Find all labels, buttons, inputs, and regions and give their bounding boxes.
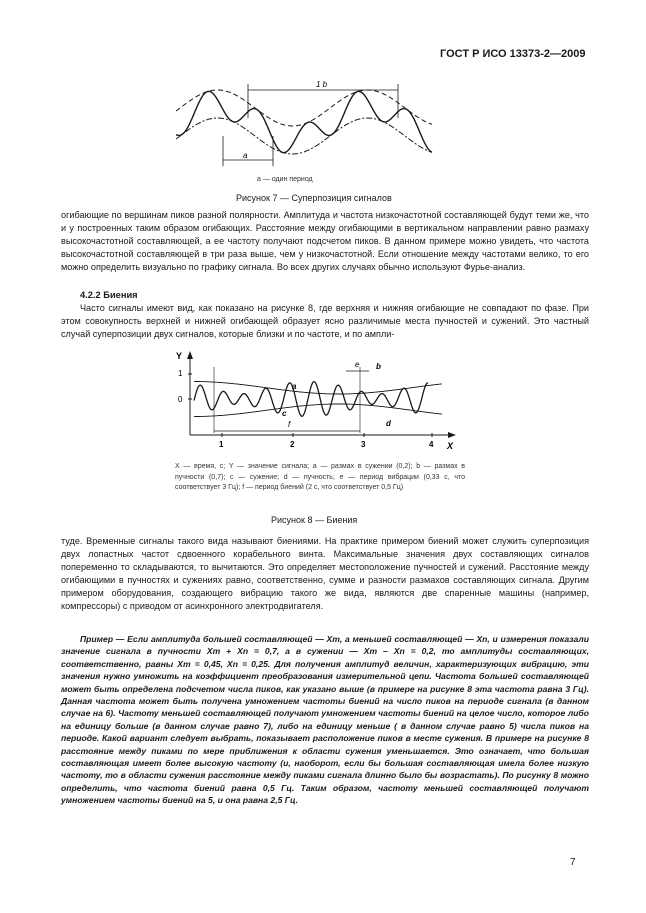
lower-envelope-curve <box>176 118 432 154</box>
combined-signal-curve <box>176 91 432 152</box>
figure-7-note: a — один период <box>257 176 313 183</box>
figure-8-beats-plot <box>170 347 460 459</box>
label-e: e <box>355 360 360 369</box>
label-b: 1 b <box>316 80 328 89</box>
label-c: c <box>282 409 287 418</box>
y-tick-1: 1 <box>178 369 183 378</box>
label-a: a <box>243 151 248 160</box>
x-tick-3: 3 <box>361 440 366 449</box>
x-axis-label: X <box>447 441 454 451</box>
paragraph-example: Пример — Если амплитуда большей составляющей — Xm, а меньшей составляющей — Xn, и измерения показали значение сигнала в пучности Xm + Xn = 0,7, а в сужении — Xm – Xn = 0,2, то амплитуды составляющих, соответственно, равны Xm = 0,45, Xn = 0,25. Для получения амплитуд величин, характеризующих вибрацию, эти значения нужно умножить на коэффициент преобразования измерительной цепи. Частота большей составляющей может быть определена подсчетом числа пиков, как указано выше (в примере на рисунке 8 эта частота равна 3 Гц). Данная частота может быть получена умножением частоты биений на число пиков на периоде сигнала (в данном случае на 6). Частоту меньшей составляющей получают умножением частоты биений на целое число, которое либо на единицу больше (в данном случае равно 7), либо на единицу меньше ( в данном случае равно 5) числа пиков на периоде. Какой вариант следует выбрать, показывает расположение пиков в месте сужения. В примере на рисунке 8 расстояние между пиками по мере приближения к области сужения уменьшается. Это означает, что большая составляющая имеет более высокую частоту (и, наоборот, если бы большая составляющая имела более низкую частоту, то в области сужения расстояние между пиками сигнала длинно было бы возрастать). По рисунку 8 можно определить, что частота биений равна 0,5 Гц. Таким образом, частоту меньшей составляющей получают умножением частоты биений на 5, и она равна 2,5 Гц. <box>61 634 589 806</box>
label-b: b <box>376 362 381 371</box>
label-a: a <box>292 382 297 391</box>
figure-8-legend: X — время, с; Y — значение сигнала; a — размах в сужении (0,2); b — размах в пучности (0,7); c — сужение; d — пучность; e — период вибрации (0,33 с, что соответствует 3 Гц); f — период биений (2 с, что соответствует 0,5 Гц) <box>175 463 465 491</box>
paragraph-beats-intro: Часто сигналы имеют вид, как показано на рисунке 8, где верхняя и нижняя огибающие не совпадают по фазе. При этом совокупность верхней и нижней огибающей образует ясно различимые места пучностей и сужений. Это частный случай суперпозиции двух сигналов, которые близки и по частоте, и по ампли- <box>61 303 589 339</box>
document-header: ГОСТ Р ИСО 13373-2—2009 <box>440 48 586 60</box>
page-number: 7 <box>570 857 576 868</box>
x-tick-4: 4 <box>429 440 434 449</box>
paragraph-beats-explanation: туде. Временные сигналы такого вида называют биениями. На практике примером биений может служить суперпозиция двух лопастных частот сдвоенного корабельного винта. Максимальные значения двух составляющих сигналов попеременно то складываются, то вычитаются. Это определяет местоположение пучностей и сужений. Расстояние между огибающими в пучностях и сужениях равно, соответственно, сумме и разности размахов составляющих сигнала. Другим примером оборудования, создающего вибрацию такого же вида, являются две спаренные машины (например, компрессоры) с приводом от асинхронного электродвигателя. <box>61 536 589 611</box>
y-tick-0: 0 <box>178 395 183 404</box>
figure-7-superposition-plot <box>170 74 440 176</box>
x-tick-1: 1 <box>219 440 224 449</box>
beat-lower-envelope <box>194 404 442 417</box>
label-d: d <box>386 419 391 428</box>
figure-7-caption: Рисунок 7 — Суперпозиция сигналов <box>236 193 392 203</box>
section-heading-beats: 4.2.2 Биения <box>80 290 138 300</box>
x-tick-2: 2 <box>290 440 295 449</box>
figure-8-caption: Рисунок 8 — Биения <box>271 515 358 525</box>
beat-signal-curve <box>194 382 428 417</box>
y-axis-label: Y <box>176 351 183 361</box>
label-f: f <box>288 420 291 429</box>
paragraph-envelopes: огибающие по вершинам пиков разной полярности. Амплитуда и частота низкочастотной составляющей будут теми же, что и у построенных таким образом огибающих. Расстояние между огибающими в вертикальном направлении равно размаху высокочастотной составляющей, а ее частоту получают подсчетом пиков. В данном примере можно увидеть, что частота высокочастотной составляющей в три раза выше, чем у низкочастотной. Если отношение между частотами велико, то его можно определить визуально по графику сигнала. Во всех других случаях обычно используют Фурье-анализ. <box>61 210 589 272</box>
